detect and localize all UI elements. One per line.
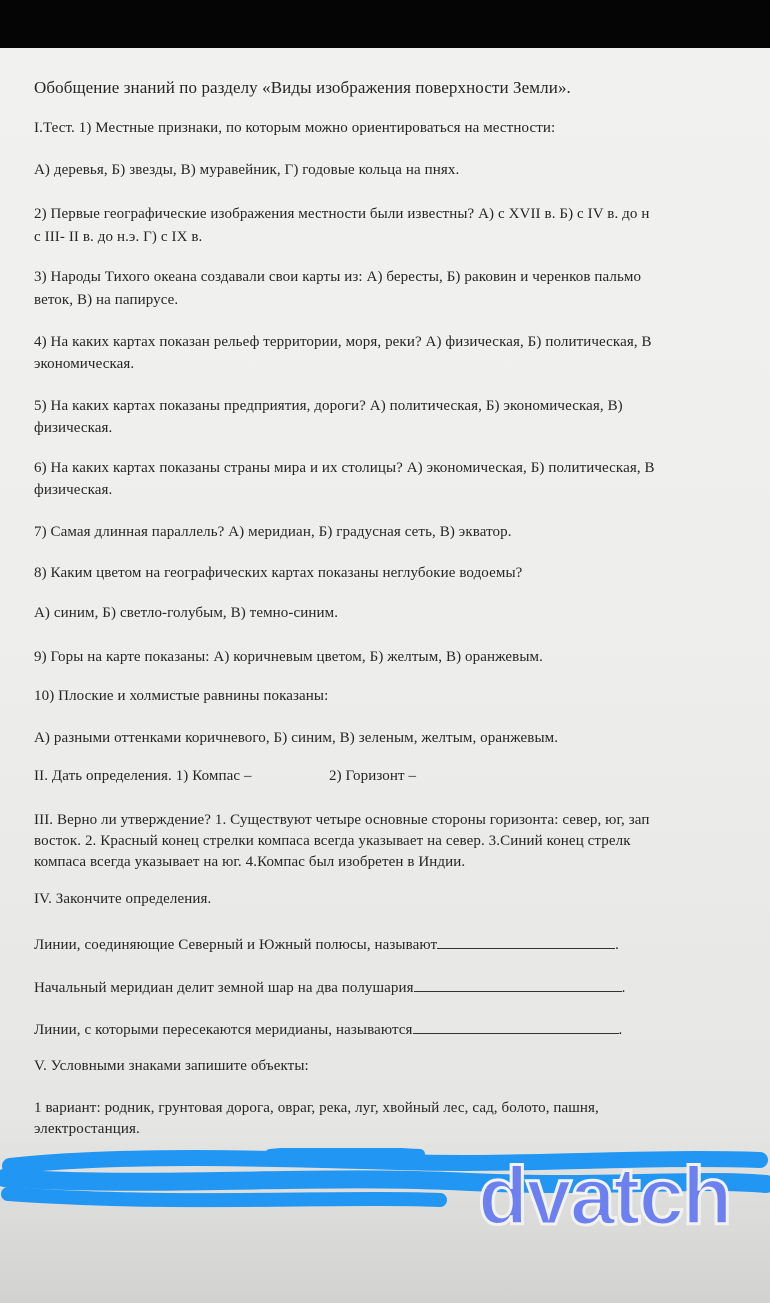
q8-text: 8) Каким цветом на географических картах показаны неглубокие водоемы? — [34, 565, 523, 581]
complete-line-2-end: . — [621, 980, 626, 996]
symbols-variant-1: 1 вариант: родник, грунтовая дорога, овраг, река, луг, хвойный лес, сад, болото, пашня, — [34, 1100, 599, 1116]
q6-text-cont: физическая. — [34, 482, 113, 498]
complete-line-1-end: . — [615, 937, 619, 953]
statements-line-1: III. Верно ли утверждение? 1. Существуют четыре основные стороны горизонта: север, юг, зап — [34, 812, 650, 828]
complete-heading: IV. Закончите определения. — [34, 891, 212, 907]
complete-line-1 — [34, 934, 619, 954]
q8-answers: А) синим, Б) светло-голубым, В) темно-синим. — [34, 605, 339, 621]
complete-line-1-text: Линии, соединяющие Северный и Южный полюсы, называют — [34, 937, 438, 953]
q9-text: 9) Горы на карте показаны: А) коричневым цветом, Б) желтым, В) оранжевым. — [34, 649, 543, 665]
q10-text: 10) Плоские и холмистые равнины показаны: — [34, 688, 329, 704]
q5-text: 5) На каких картах показаны предприятия, дороги? А) политическая, Б) экономическая, В) — [34, 398, 623, 414]
statements-line-2: восток. 2. Красный конец стрелки компаса всегда указывает на север. 3.Синий конец стрелк — [34, 833, 631, 849]
dvatch-watermark: dvatch — [478, 1151, 731, 1242]
statements-line-3: компаса всегда указывает на юг. 4.Компас был изобретен в Индии. — [34, 854, 466, 870]
complete-line-2 — [34, 977, 626, 997]
q1-answers: А) деревья, Б) звезды, В) муравейник, Г) годовые кольца на пнях. — [34, 162, 460, 178]
q1-text: I.Тест. 1) Местные признаки, по которым можно ориентироваться на местности: — [34, 120, 556, 136]
symbols-variant-1-cont: электростанция. — [34, 1121, 140, 1137]
q4-text-cont: экономическая. — [34, 356, 135, 372]
q2-text: 2) Первые географические изображения местности были известны? А) с XVII в. Б) с IV в. до н — [34, 206, 650, 222]
q3-text: 3) Народы Тихого океана создавали свои карты из: А) бересты, Б) раковин и черенков пальмо — [34, 269, 642, 285]
q6-text: 6) На каких картах показаны страны мира и их столицы? А) экономическая, Б) политическая, В — [34, 460, 655, 476]
q4-text: 4) На каких картах показан рельеф территории, моря, реки? А) физическая, Б) политическая, В — [34, 334, 652, 350]
worksheet-title: Обобщение знаний по разделу «Виды изображения поверхности Земли». — [34, 78, 571, 97]
complete-line-3-text: Линии, с которыми пересекаются меридианы, называются — [34, 1022, 413, 1038]
answer-blank-1[interactable] — [437, 934, 615, 949]
definitions-item-horizon: 2) Горизонт – — [329, 768, 417, 784]
complete-line-3-end: . — [618, 1022, 623, 1038]
q7-text: 7) Самая длинная параллель? А) меридиан, Б) градусная сеть, В) экватор. — [34, 524, 512, 540]
q5-text-cont: физическая. — [34, 420, 113, 436]
symbols-heading: V. Условными знаками запишите объекты: — [34, 1058, 309, 1074]
q2-text-cont: с III- II в. до н.э. Г) с IX в. — [34, 229, 203, 245]
complete-line-3 — [34, 1019, 622, 1039]
q3-text-cont: веток, В) на папирусе. — [34, 292, 179, 308]
answer-blank-3[interactable] — [413, 1019, 619, 1034]
worksheet-page — [0, 48, 770, 1303]
complete-line-2-text: Начальный меридиан делит земной шар на два полушария — [34, 980, 414, 996]
q10-answers: А) разными оттенками коричневого, Б) синим, В) зеленым, желтым, оранжевым. — [34, 730, 559, 746]
photo-dark-top-edge — [0, 0, 770, 52]
definitions-heading: II. Дать определения. 1) Компас – — [34, 768, 252, 784]
answer-blank-2[interactable] — [414, 977, 622, 992]
